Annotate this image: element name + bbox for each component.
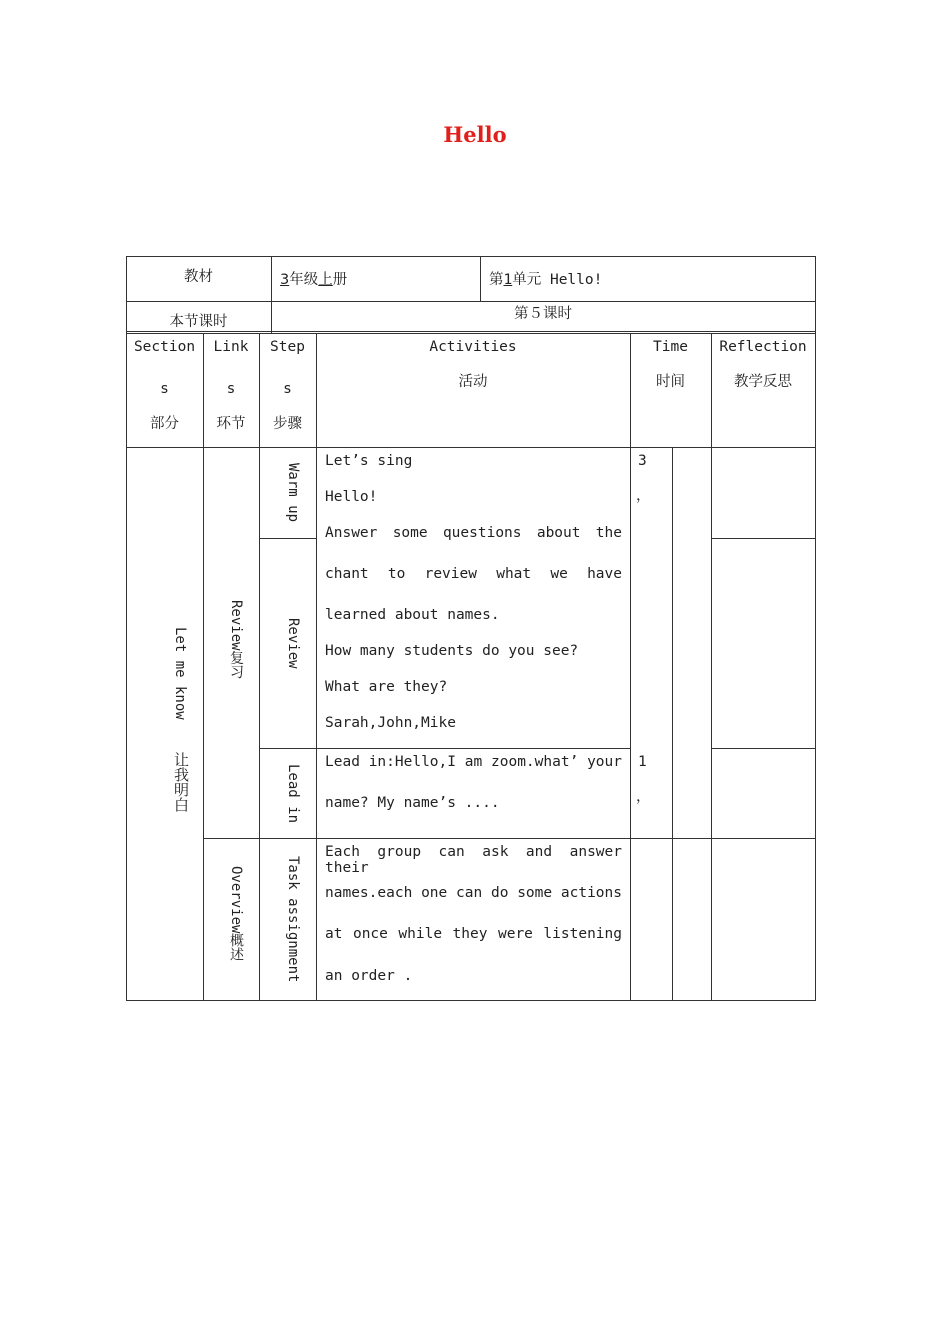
grade-book: 册 xyxy=(332,272,348,288)
activity-task-2: names.each one can do some actions xyxy=(325,885,622,901)
step-warm-up: Warm up xyxy=(285,463,301,523)
activity-lead-2: name? My name’s .... xyxy=(325,795,500,811)
activity-review-2: chant to review what we have xyxy=(325,566,622,582)
activity-review-6: Sarah,John,Mike xyxy=(325,715,456,731)
activity-review-5: What are they? xyxy=(325,679,448,695)
textbook-label: 教材 xyxy=(184,269,213,285)
link-overview: Overview概述 xyxy=(228,866,244,962)
grade-value xyxy=(280,268,480,289)
section-let-me-know: Let me know xyxy=(172,627,188,720)
section-let-me-know-zh: 让我明白 xyxy=(172,752,190,812)
period-label: 本节课时 xyxy=(169,314,228,330)
activity-warm-1: Let’s sing xyxy=(325,453,413,469)
unit-suffix: 单元 Hello! xyxy=(512,272,603,288)
page-title: Hello xyxy=(443,122,507,147)
grade-number: 3 xyxy=(280,272,290,288)
col-activities: Activities 活动 xyxy=(429,339,517,390)
activity-review-4: How many students do you see? xyxy=(325,643,579,659)
step-review: Review xyxy=(285,618,301,669)
period-value: 第５课时 xyxy=(514,306,572,322)
unit-value xyxy=(489,268,809,289)
step-lead-in: Lead in xyxy=(285,764,301,824)
grade-term: 上 xyxy=(318,272,333,288)
col-steps: Step s 步骤 xyxy=(270,339,305,432)
step-task-assignment: Task assignment xyxy=(285,856,301,983)
activity-lead-1: Lead in:Hello,I am zoom.what’ your xyxy=(325,754,622,770)
col-time: Time 时间 xyxy=(653,339,688,390)
time-warm-number: 3 xyxy=(638,453,647,469)
col-reflection: Reflection 教学反思 xyxy=(719,339,807,390)
activity-task-4: an order . xyxy=(325,968,413,984)
activity-task-3: at once while they were listening xyxy=(325,926,622,942)
col-sections: Section s 部分 xyxy=(133,339,196,432)
activity-warm-2: Hello! xyxy=(325,489,378,505)
time-warm-mark: ， xyxy=(636,488,651,504)
col-links: Link s 环节 xyxy=(213,339,249,432)
activity-review-3: learned about names. xyxy=(325,607,500,623)
unit-prefix: 第 xyxy=(489,272,504,288)
time-lead-number: 1 xyxy=(638,754,647,770)
activity-review-1: Answer some questions about the xyxy=(325,525,622,541)
time-lead-mark: ， xyxy=(636,789,651,805)
unit-number: 1 xyxy=(503,272,513,288)
grade-middle: 年级 xyxy=(289,272,319,288)
link-review: Review复习 xyxy=(228,600,244,679)
activity-task-1: Each group can ask and answer their xyxy=(325,844,622,876)
